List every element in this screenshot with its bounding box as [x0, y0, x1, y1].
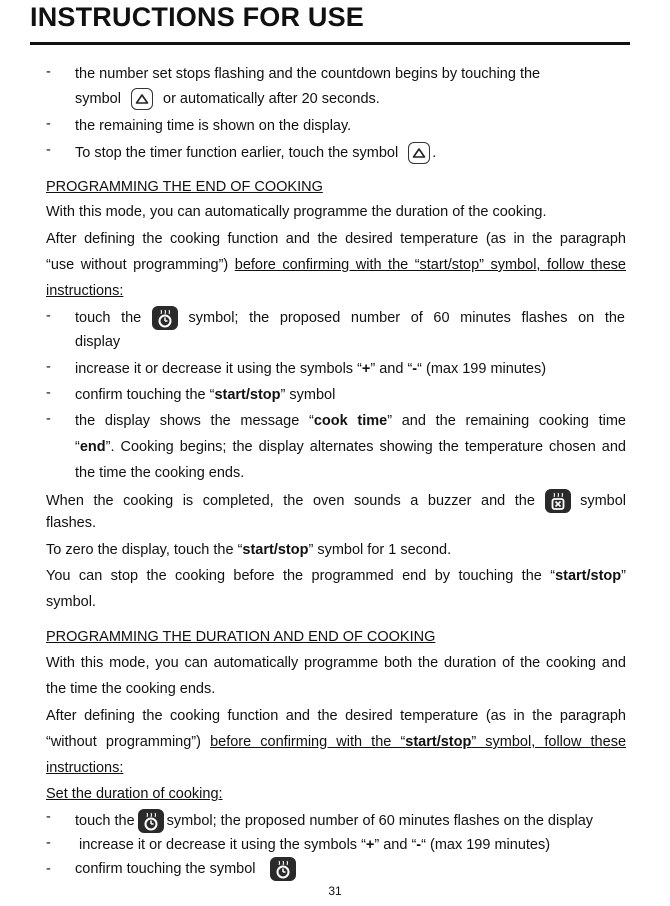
- bullet-dash: -: [46, 411, 51, 427]
- end-cooking-icon: [545, 489, 571, 513]
- bullet-dash: -: [46, 809, 51, 825]
- bullet-dash: -: [46, 359, 51, 375]
- list-item: increase it or decrease it using the symbols “+” and “-“ (max 199 minutes): [79, 837, 551, 853]
- paragraph: You can stop the cooking before the programmed end by touching the “start/stop”: [46, 568, 626, 584]
- list-item-continued: “end”. Cooking begins; the display alternates showing the temperature chosen and: [75, 439, 626, 455]
- list-item: symbol or automatically after 20 seconds.: [75, 88, 380, 110]
- start-icon: [131, 88, 153, 110]
- start-icon: [408, 142, 430, 164]
- list-item: the number set stops flashing and the countdown begins by touching the: [75, 66, 541, 82]
- cook-time-icon: [270, 857, 296, 881]
- list-item: the display shows the message “cook time” and the remaining cooking time: [75, 413, 626, 429]
- list-item: increase it or decrease it using the symbols “+” and “-“ (max 199 minutes): [75, 361, 547, 377]
- bullet-dash: -: [46, 308, 51, 324]
- list-item: the remaining time is shown on the display.: [75, 118, 352, 134]
- cook-time-icon: [138, 809, 164, 833]
- paragraph: When the cooking is completed, the oven sounds a buzzer and the symbol: [46, 489, 626, 513]
- page-title: INSTRUCTIONS FOR USE: [30, 2, 365, 32]
- paragraph: With this mode, you can automatically programme both the duration of the cooking and: [46, 655, 626, 671]
- bullet-dash: -: [46, 385, 51, 401]
- list-item: touch the symbol; the proposed number of 60 minutes flashes on the display: [75, 809, 593, 833]
- list-item: confirm touching the symbol: [75, 857, 296, 881]
- paragraph: After defining the cooking function and the desired temperature (as in the paragraph: [46, 231, 626, 247]
- cook-time-icon: [152, 306, 178, 330]
- subheading: Set the duration of cooking:: [46, 786, 223, 802]
- paragraph: “without programming”) before confirming with the “start/stop” symbol, follow these: [46, 734, 627, 750]
- paragraph-continued: flashes.: [46, 515, 96, 531]
- paragraph-continued: instructions:: [46, 760, 124, 776]
- paragraph-continued: symbol.: [46, 594, 96, 610]
- bullet-dash: -: [46, 116, 51, 132]
- paragraph: instructions:: [46, 283, 124, 299]
- paragraph: “use without programming”) before confirming with the “start/stop” symbol, follow these: [46, 257, 626, 273]
- paragraph: To zero the display, touch the “start/stop” symbol for 1 second.: [46, 542, 452, 558]
- list-item-continued: display: [75, 334, 121, 350]
- list-item: confirm touching the “start/stop” symbol: [75, 387, 336, 403]
- paragraph: With this mode, you can automatically programme the duration of the cooking.: [46, 204, 547, 220]
- bullet-dash: -: [46, 64, 51, 80]
- page-number: 31: [328, 884, 342, 898]
- bullet-dash: -: [46, 861, 51, 877]
- title-rule: [30, 42, 630, 45]
- paragraph-continued: the time the cooking ends.: [46, 681, 216, 697]
- bullet-dash: -: [46, 142, 51, 158]
- bullet-dash: -: [46, 835, 51, 851]
- section-heading: PROGRAMMING THE END OF COOKING: [46, 179, 323, 195]
- list-item-continued: the time the cooking ends.: [75, 465, 245, 481]
- list-item: To stop the timer function earlier, touch the symbol .: [75, 142, 436, 164]
- section-heading: PROGRAMMING THE DURATION AND END OF COOKING: [46, 629, 436, 645]
- list-item: touch the symbol; the proposed number of 60 minutes flashes on the: [75, 306, 625, 330]
- paragraph: After defining the cooking function and the desired temperature (as in the paragraph: [46, 708, 626, 724]
